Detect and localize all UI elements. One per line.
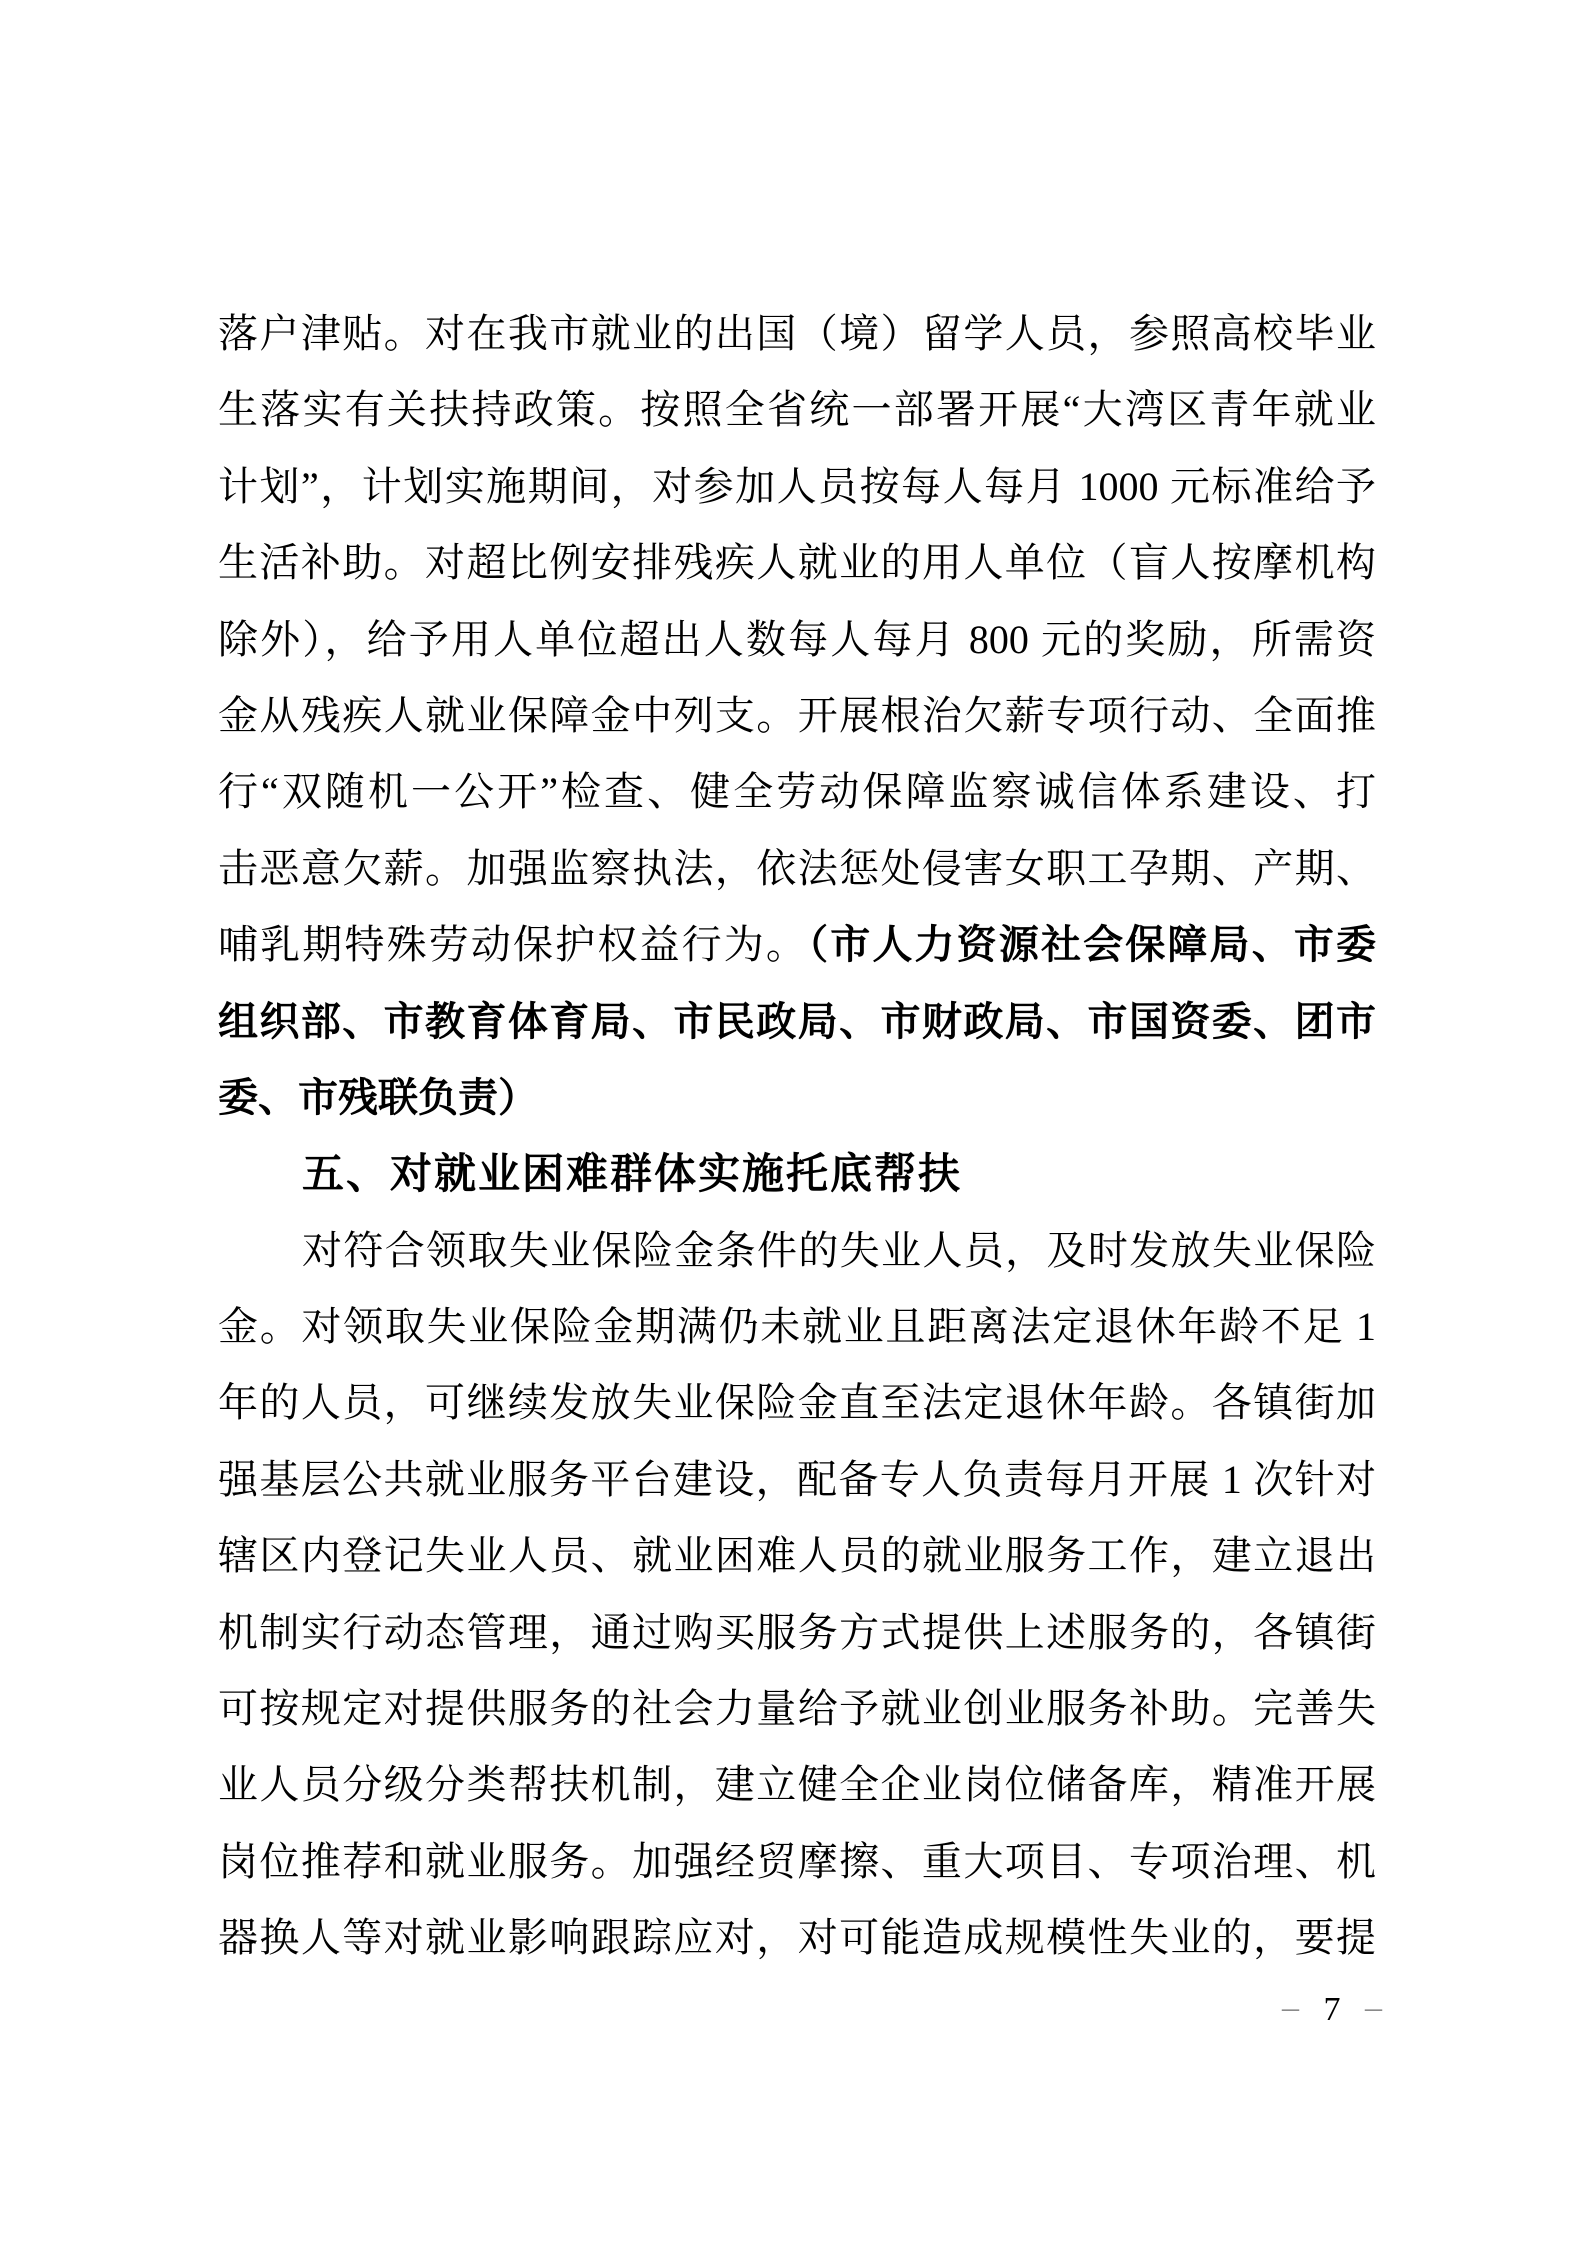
text-segment: 除外），给予用人单位超出人数每人每月 800 元的奖励，所需资 [218,616,1376,662]
text-line [218,449,1376,525]
page-footer [1282,1988,1382,2032]
text-segment: （市人力资源社会保障局、市委 [808,922,1377,968]
text-line [218,1595,1376,1671]
text-line [218,1060,1376,1136]
text-line [218,984,1376,1060]
text-segment: 强基层公共就业服务平台建设，配备专人负责每月开展 1 次针对 [218,1456,1376,1502]
text-line [218,1213,1376,1289]
text-line [218,678,1376,754]
text-line [218,602,1376,678]
text-line [218,907,1376,983]
text-segment: 对符合领取失业保险金条件的失业人员，及时发放失业保险 [302,1227,1376,1273]
text-line [218,1518,1376,1594]
text-line [218,1671,1376,1747]
text-segment: 辖区内登记失业人员、就业困难人员的就业服务工作，建立退出 [218,1533,1376,1579]
text-segment: 击恶意欠薪。加强监察执法，依法惩处侵害女职工孕期、产期、 [218,845,1376,891]
text-line [218,1900,1376,1976]
text-line [218,296,1376,372]
text-segment: 可按规定对提供服务的社会力量给予就业创业服务补助。完善失 [218,1686,1376,1732]
text-line [218,1824,1376,1900]
text-segment: 行“双随机一公开”检查、健全劳动保障监察诚信体系建设、打 [218,769,1376,815]
text-segment: 计划”，计划实施期间，对参加人员按每人每月 1000 元标准给予 [218,463,1376,509]
text-line [218,1442,1376,1518]
text-segment: 机制实行动态管理，通过购买服务方式提供上述服务的，各镇街 [218,1609,1376,1655]
text-segment: 业人员分级分类帮扶机制，建立健全企业岗位储备库，精准开展 [218,1762,1376,1808]
text-line [218,1289,1376,1365]
text-segment: 组织部、市教育体育局、市民政局、市财政局、市国资委、团市 [218,998,1376,1044]
text-line [218,831,1376,907]
section-heading [218,1136,1376,1212]
text-line [218,525,1376,601]
text-line [218,754,1376,830]
text-segment: 五、对就业困难群体实施托底帮扶 [302,1150,963,1198]
text-segment: 金从残疾人就业保障金中列支。开展根治欠薪专项行动、全面推 [218,692,1376,738]
text-segment: 生活补助。对超比例安排残疾人就业的用人单位（盲人按摩机构 [218,540,1376,586]
document-body [218,296,1376,1977]
text-segment: 年的人员，可继续发放失业保险金直至法定退休年龄。各镇街加 [218,1380,1376,1426]
text-segment: 岗位推荐和就业服务。加强经贸摩擦、重大项目、专项治理、机 [218,1838,1376,1884]
text-segment: 哺乳期特殊劳动保护权益行为。 [218,922,809,968]
text-segment: 生落实有关扶持政策。按照全省统一部署开展“大湾区青年就业 [218,387,1376,433]
text-line [218,1365,1376,1441]
page-number: 7 [1323,1991,1341,2028]
text-segment: 器换人等对就业影响跟踪应对，对可能造成规模性失业的，要提 [218,1915,1376,1961]
text-line [218,1747,1376,1823]
footer-dash-right: – [1365,1989,1382,2026]
footer-dash-left: – [1282,1989,1299,2026]
text-segment: 金。对领取失业保险金期满仍未就业且距离法定退休年龄不足 1 [218,1304,1376,1350]
text-line [218,372,1376,448]
text-segment: 委、市残联负责） [218,1074,538,1120]
text-segment: 落户津贴。对在我市就业的出国（境）留学人员，参照高校毕业 [218,311,1376,356]
